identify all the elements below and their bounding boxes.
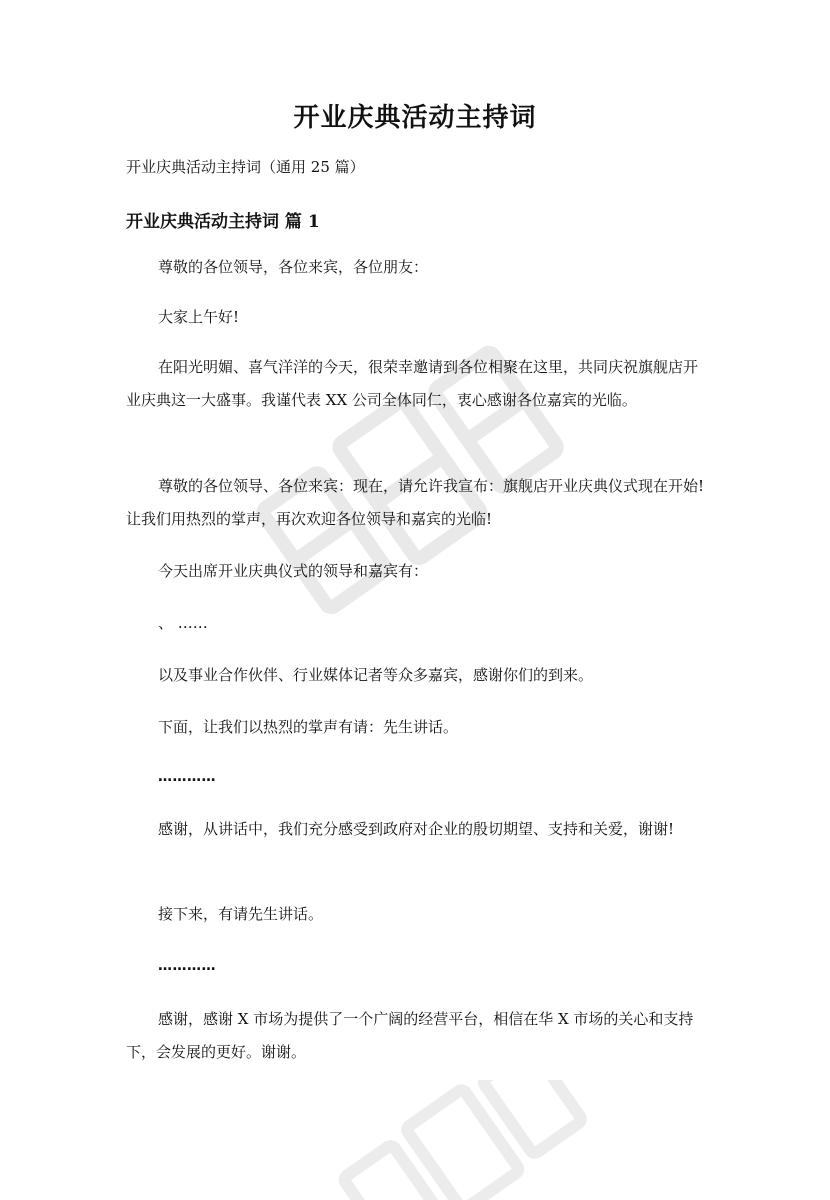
- paragraph-ellipsis-2: [126, 950, 706, 983]
- paragraph: 大家上午好!: [158, 308, 240, 326]
- watermark-logo-bottom: [300, 1080, 600, 1200]
- paragraph: 、 ……: [158, 614, 208, 632]
- paragraph-guests-intro: [126, 555, 706, 588]
- paragraph: 尊敬的各位领导、各位来宾：现在，请允许我宣布：旗舰店开业庆典仪式现在开始!让我们用热烈的掌声，再次欢迎各位领导和嘉宾的光临!: [126, 477, 705, 528]
- ellipsis: …………: [158, 769, 216, 785]
- paragraph: 以及事业合作伙伴、行业媒体记者等众多嘉宾，感谢你们的到来。: [158, 666, 594, 684]
- section-heading: 开业庆典活动主持词 篇 1: [126, 212, 320, 232]
- paragraph-announcement: [126, 470, 706, 536]
- document-subtitle: 开业庆典活动主持词（通用 25 篇）: [126, 158, 365, 176]
- paragraph: 感谢，感谢 X 市场为提供了一个广阔的经营平台，相信在华 X 市场的关心和支持下，会发展的更好。谢谢。: [126, 1010, 694, 1061]
- paragraph-greeting: [126, 251, 706, 284]
- paragraph-guest-list: [126, 607, 706, 640]
- paragraph-thanks-1: [126, 813, 706, 846]
- paragraph: 下面，让我们以热烈的掌声有请：先生讲话。: [158, 718, 459, 736]
- paragraph-welcome: [126, 351, 706, 417]
- paragraph: 接下来，有请先生讲话。: [158, 905, 324, 923]
- paragraph-thanks-2: [126, 1003, 706, 1069]
- paragraph-ellipsis-1: [126, 761, 706, 794]
- paragraph-invite-speech-1: [126, 711, 706, 744]
- paragraph-partners: [126, 659, 706, 692]
- paragraph-good-morning: [126, 301, 706, 334]
- ellipsis: …………: [158, 958, 216, 974]
- page-title: 开业庆典活动主持词: [293, 103, 537, 133]
- paragraph: 今天出席开业庆典仪式的领导和嘉宾有：: [158, 562, 429, 580]
- paragraph-invite-speech-2: [126, 898, 706, 931]
- paragraph: 在阳光明媚、喜气洋洋的今天，很荣幸邀请到各位相聚在这里，共同庆祝旗舰店开业庆典这一大盛事。我谨代表 XX 公司全体同仁，衷心感谢各位嘉宾的光临。: [126, 358, 699, 409]
- paragraph: 感谢，从讲话中，我们充分感受到政府对企业的殷切期望、支持和关爱，谢谢!: [158, 820, 675, 838]
- paragraph: 尊敬的各位领导，各位来宾，各位朋友：: [158, 258, 429, 276]
